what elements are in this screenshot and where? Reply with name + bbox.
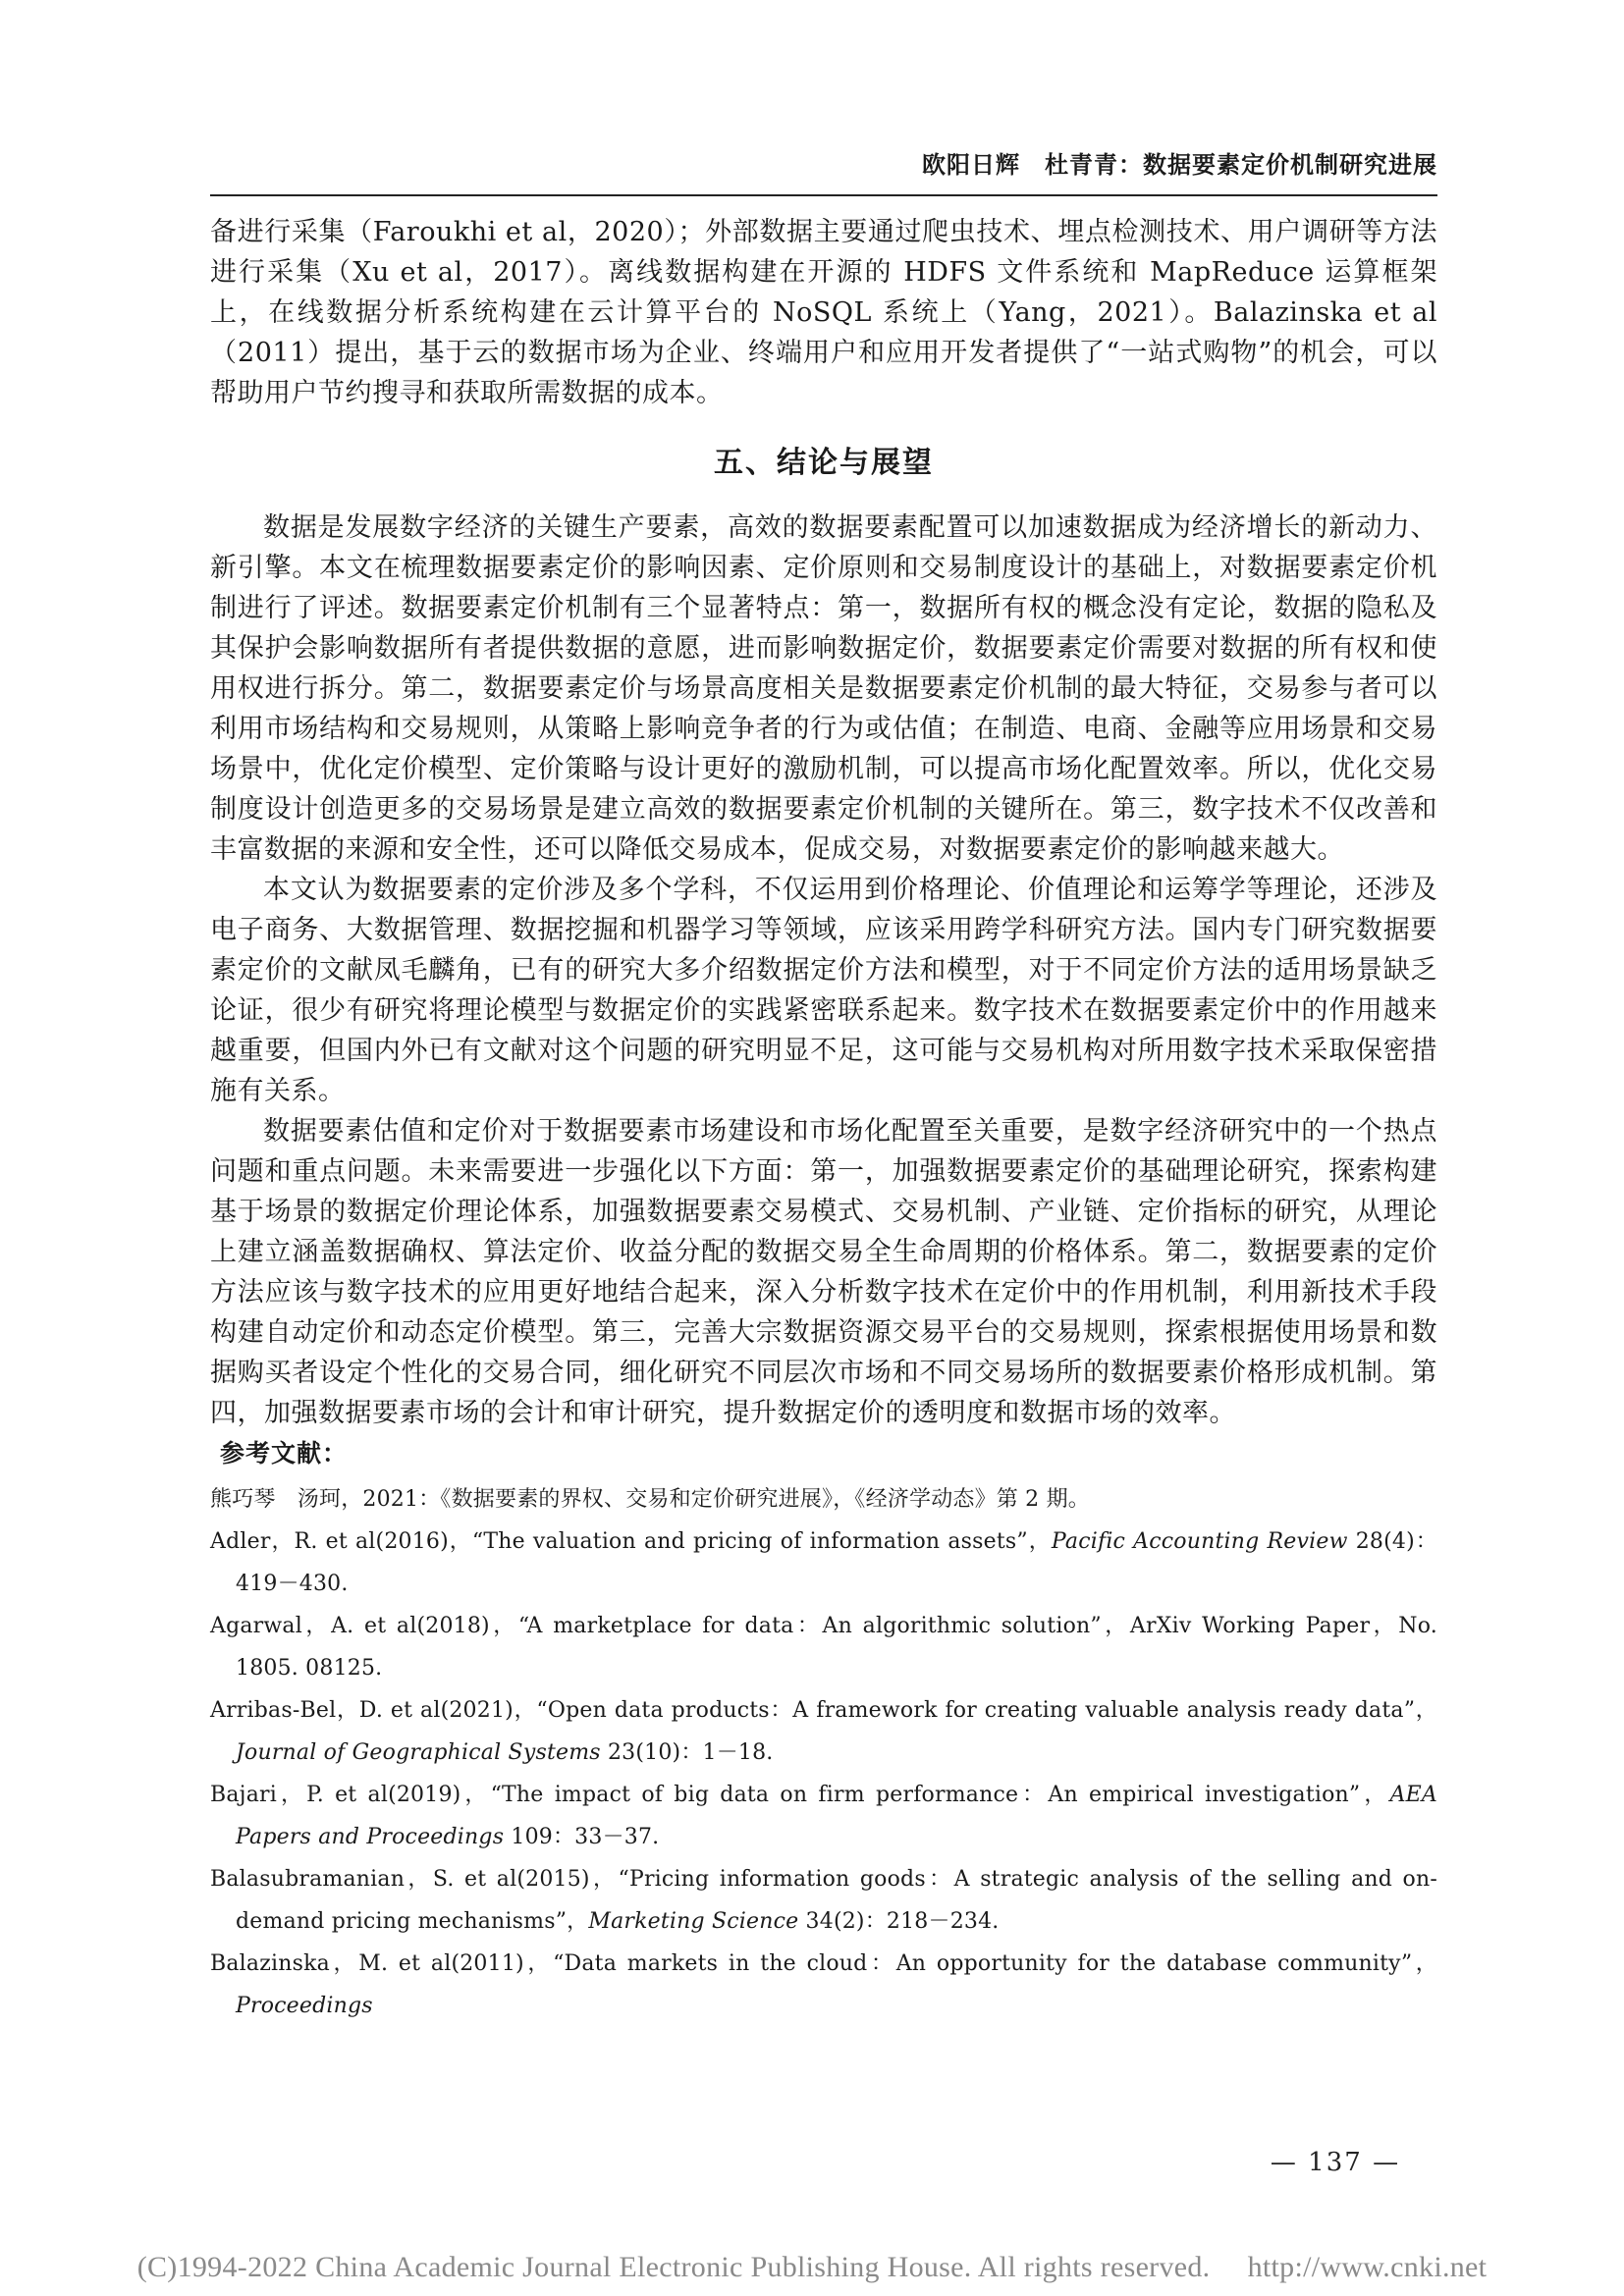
reference-list [210, 1478, 1437, 2027]
body-paragraph-2: 本文认为数据要素的定价涉及多个学科，不仅运用到价格理论、价值理论和运筹学等理论，还涉及电子商务、大数据管理、数据挖掘和机器学习等领域，应该采用跨学科研究方法。国内专门研究数据要素定价的文献凤毛麟角，已有的研究大多介绍数据定价方法和模型，对于不同定价方法的适用场景缺乏论证，很少有研究将理论模型与数据定价的实践紧密联系起来。数字技术在数据要素定价中的作用越来越重要，但国内外已有文献对这个问题的研究明显不足，这可能与交易机构对所用数字技术采取保密措施有关系。 [210, 875, 1437, 1106]
running-head: 欧阳日辉 杜青青：数据要素定价机制研究进展 [922, 151, 1437, 179]
reference-item: Adler，R. et al(2016)，“The valuation and pricing of information assets”，Pacific Accounting Review 28(4)：419－430. [210, 1529, 1437, 1596]
body-paragraph-3: 数据要素估值和定价对于数据要素市场建设和市场化配置至关重要，是数字经济研究中的一个热点问题和重点问题。未来需要进一步强化以下方面：第一，加强数据要素定价的基础理论研究，探索构建基于场景的数据定价理论体系，加强数据要素交易模式、交易机制、产业链、定价指标的研究，从理论上建立涵盖数据确权、算法定价、收益分配的数据交易全生命周期的价格体系。第二，数据要素的定价方法应该与数字技术的应用更好地结合起来，深入分析数字技术在定价中的作用机制，利用新技术手段构建自动定价和动态定价模型。第三，完善大宗数据资源交易平台的交易规则，探索根据使用场景和数据购买者设定个性化的交易合同，细化研究不同层次市场和不同交易场所的数据要素价格形成机制。第四，加强数据要素市场的会计和审计研究，提升数据定价的透明度和数据市场的效率。 [210, 1116, 1437, 1428]
copyright-footer: (C)1994-2022 China Academic Journal Electronic Publishing House. All rights reserved. http://www.cnki.net [136, 2251, 1488, 2283]
reference-item: Bajari，P. et al(2019)，“The impact of big data on firm performance：An empirical investigation”，AEA Papers and Proceedings 109：33－37. [210, 1783, 1437, 1849]
body-paragraph-1: 数据是发展数字经济的关键生产要素，高效的数据要素配置可以加速数据成为经济增长的新动力、新引擎。本文在梳理数据要素定价的影响因素、定价原则和交易制度设计的基础上，对数据要素定价机制进行了评述。数据要素定价机制有三个显著特点：第一，数据所有权的概念没有定论，数据的隐私及其保护会影响数据所有者提供数据的意愿，进而影响数据定价，数据要素定价需要对数据的所有权和使用权进行拆分。第二，数据要素定价与场景高度相关是数据要素定价机制的最大特征，交易参与者可以利用市场结构和交易规则，从策略上影响竞争者的行为或估值；在制造、电商、金融等应用场景和交易场景中，优化定价模型、定价策略与设计更好的激励机制，可以提高市场化配置效率。所以，优化交易制度设计创造更多的交易场景是建立高效的数据要素定价机制的关键所在。第三，数字技术不仅改善和丰富数据的来源和安全性，还可以降低交易成本，促成交易，对数据要素定价的影响越来越大。 [210, 512, 1437, 865]
section-title: 五、结论与展望 [714, 446, 934, 480]
reference-item: Agarwal，A. et al(2018)，“A marketplace for data：An algorithmic solution”，ArXiv Working Paper，No. 1805. 08125. [210, 1614, 1437, 1681]
reference-item: Arribas-Bel，D. et al(2021)，“Open data products：A framework for creating valuable analysis ready data”，Journal of Geographical Systems 23(10)：1－18. [210, 1698, 1437, 1765]
intro-paragraph: 备进行采集（Faroukhi et al，2020）；外部数据主要通过爬虫技术、埋点检测技术、用户调研等方法进行采集（Xu et al，2017）。离线数据构建在开源的 HDFS 文件系统和 MapReduce 运算框架上，在线数据分析系统构建在云计算平台的 NoSQL 系统上（Yang，2021）。Balazinska et al（2011）提出，基于云的数据市场为企业、终端用户和应用开发者提供了“一站式购物”的机会，可以帮助用户节约搜寻和获取所需数据的成本。 [210, 217, 1437, 408]
references-heading: 参考文献： [220, 1439, 349, 1468]
reference-item: Balazinska，M. et al(2011)，“Data markets in the cloud：An opportunity for the database community”，Proceedings [210, 1951, 1437, 2018]
reference-item: Balasubramanian，S. et al(2015)，“Pricing information goods：A strategic analysis of the selling and on-demand pricing mechanisms”，Marketing Science 34(2)：218－234. [210, 1867, 1437, 1934]
header-rule [210, 194, 1437, 196]
page-body [210, 212, 1437, 2027]
reference-item: 熊巧琴 汤珂，2021：《数据要素的界权、交易和定价研究进展》，《经济学动态》第 2 期。 [210, 1487, 1090, 1512]
page-number: — 137 — [1270, 2148, 1401, 2177]
